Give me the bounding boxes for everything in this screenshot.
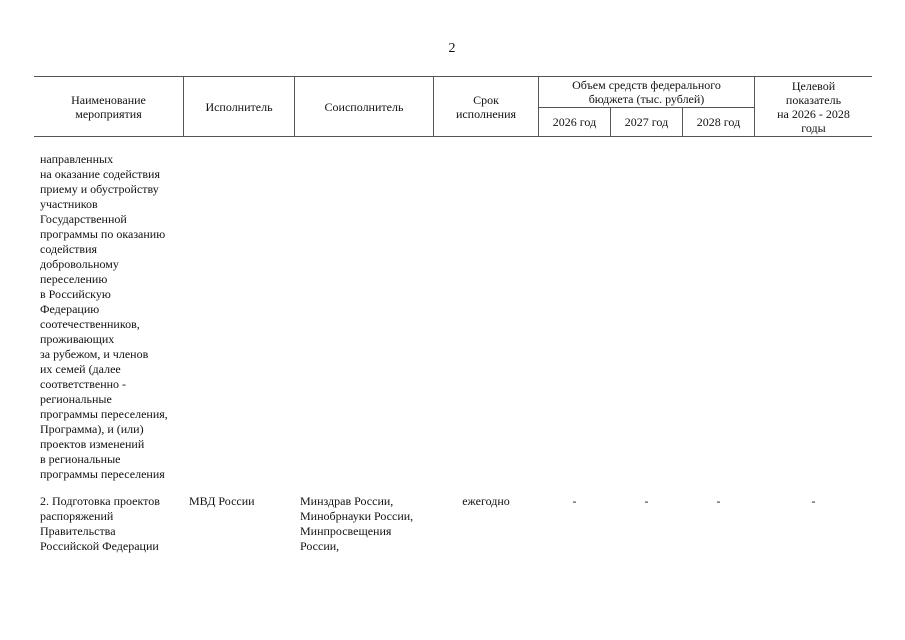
row-2-deadline: ежегодно (462, 494, 510, 508)
row-2-executor: МВД России (189, 494, 255, 508)
name-line: содействия (40, 242, 98, 256)
header-target-line: Целевой (791, 78, 836, 93)
name-line: добровольному (40, 257, 119, 271)
row-2-2026: - (572, 494, 577, 508)
header-name (34, 77, 183, 136)
coexecutor-line: России, (300, 539, 340, 553)
name-line: Программа), и (или) (40, 422, 144, 436)
name-line: распоряжений (40, 509, 114, 523)
header-target (755, 77, 872, 136)
name-line: 2. Подготовка проектов (40, 494, 160, 508)
name-line: на оказание содействия (40, 167, 160, 181)
header-budget-line: бюджета (тыс. рублей) (588, 92, 705, 106)
row-2-coexecutor (300, 494, 432, 554)
header-budget (539, 77, 754, 107)
name-line: проектов изменений (40, 437, 145, 451)
name-line: в Российскую (40, 287, 111, 301)
header-deadline-line: Срок (473, 92, 499, 107)
name-line: их семей (далее (40, 362, 121, 376)
row-2-2027: - (644, 494, 649, 508)
header-year-2028: 2028 год (696, 115, 741, 129)
header-coexecutor: Соисполнитель (324, 99, 404, 114)
name-line: программы переселения (40, 467, 165, 481)
name-line: Государственной (40, 212, 127, 226)
header-deadline-line: исполнения (455, 106, 517, 121)
table-header-bottom-border (34, 136, 872, 137)
row-2-2028: - (716, 494, 721, 508)
name-line: региональные (40, 392, 112, 406)
header-name-line: мероприятия (75, 106, 142, 121)
name-line: участников (40, 197, 98, 211)
name-line: направленных (40, 152, 114, 166)
header-target-line: на 2026 - 2028 (777, 106, 850, 121)
row-1-name (40, 152, 182, 482)
coexecutor-line: Минпросвещения (300, 524, 392, 538)
page-number: 2 (448, 41, 456, 56)
name-line: переселению (40, 272, 108, 286)
header-target-line: годы (801, 120, 826, 135)
name-line: приему и обустройству (40, 182, 159, 196)
name-line: проживающих (40, 332, 115, 346)
header-year-2027: 2027 год (624, 115, 669, 129)
name-line: Правительства (40, 524, 116, 538)
header-year-2026: 2026 год (552, 115, 597, 129)
row-2-name (40, 494, 182, 554)
header-executor: Исполнитель (205, 99, 273, 114)
coexecutor-line: Минздрав России, (300, 494, 394, 508)
name-line: в региональные (40, 452, 121, 466)
header-budget-line: Объем средств федерального (572, 78, 721, 92)
header-deadline (434, 77, 538, 136)
name-line: соответственно - (40, 377, 127, 391)
header-target-line: показатель (785, 92, 842, 107)
header-name-line: Наименование (71, 92, 146, 107)
name-line: соотечественников, (40, 317, 140, 331)
row-2-target: - (811, 494, 816, 508)
name-line: за рубежом, и членов (40, 347, 149, 361)
coexecutor-line: Минобрнауки России, (300, 509, 414, 523)
name-line: Российской Федерации (40, 539, 159, 553)
name-line: программы переселения, (40, 407, 168, 421)
name-line: программы по оказанию (40, 227, 166, 241)
name-line: Федерацию (40, 302, 100, 316)
